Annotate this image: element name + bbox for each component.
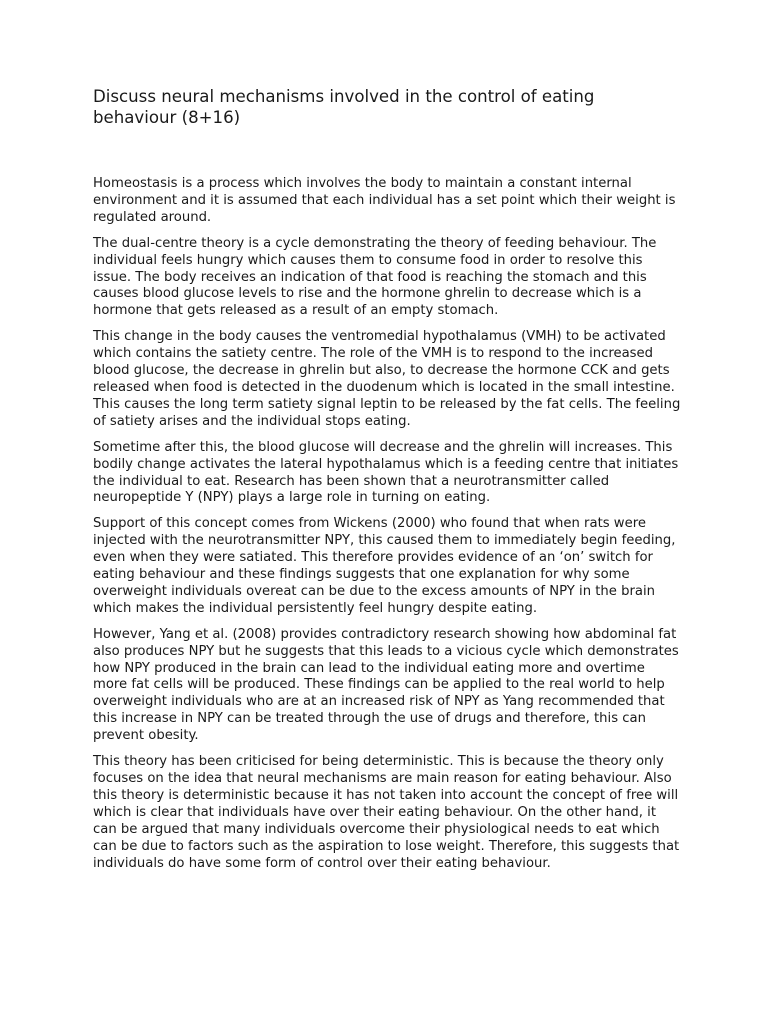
paragraph-vmh: This change in the body causes the ventromedial hypothalamus (VMH) to be activated which contains the satiety centre. The role of the VMH is to respond to the increased blood glucose, the decrease in ghrelin but also, to decrease the hormone CCK and gets released when food is detected in the duodenum which is located in the small intestine. This causes the long term satiety signal leptin to be released by the fat cells. The feeling of satiety arises and the individual stops eating. bbox=[93, 329, 681, 429]
paragraph-yang-contradiction: However, Yang et al. (2008) provides contradictory research showing how abdominal fat also produces NPY but he suggests that this leads to a vicious cycle which demonstrates how NPY produced in the brain can lead to the individual eating more and overtime more fat cells will be produced. These findings can be applied to the real world to help overweight individuals who are at an increased risk of NPY as Yang recommended that this increase in NPY can be treated through the use of drugs and therefore, this can prevent obesity. bbox=[93, 626, 679, 744]
paragraph-wickens-support: Support of this concept comes from Wickens (2000) who found that when rats were injected with the neurotransmitter NPY, this caused them to immediately begin feeding, even when they were satiated. This therefore provides evidence of an ‘on’ switch for eating behaviour and these findings suggests that one explanation for why some overweight individuals overeat can be due to the excess amounts of NPY in the brain which makes the individual persistently feel hungry despite eating. bbox=[93, 516, 676, 616]
document-page bbox=[93, 86, 683, 881]
document-title: Discuss neural mechanisms involved in the control of eating behaviour (8+16) bbox=[93, 87, 595, 127]
paragraph-dual-centre-theory: The dual-centre theory is a cycle demonstrating the theory of feeding behaviour. The individual feels hungry which causes them to consume food in order to resolve this issue. The body receives an indication of that food is reaching the stomach and this causes blood glucose levels to rise and the hormone ghrelin to decrease which is a hormone that gets released as a result of an empty stomach. bbox=[93, 235, 657, 319]
paragraph-homeostasis: Homeostasis is a process which involves the body to maintain a constant internal environment and it is assumed that each individual has a set point which their weight is regulated around. bbox=[93, 176, 676, 225]
paragraph-lateral-hypothalamus: Sometime after this, the blood glucose will decrease and the ghrelin will increases. This bodily change activates the lateral hypothalamus which is a feeding centre that initiates the individual to eat. Research has been shown that a neurotransmitter called neuropeptide Y (NPY) plays a large role in turning on eating. bbox=[93, 439, 679, 506]
paragraph-determinism-critique: This theory has been criticised for being deterministic. This is because the theory only focuses on the idea that neural mechanisms are main reason for eating behaviour. Also this theory is deterministic because it has not taken into account the concept of free will which is clear that individuals have over their eating behaviour. On the other hand, it can be argued that many individuals overcome their physiological needs to eat which can be due to factors such as the aspiration to lose weight. Therefore, this suggests that individuals do have some form of control over their eating behaviour. bbox=[93, 754, 680, 871]
